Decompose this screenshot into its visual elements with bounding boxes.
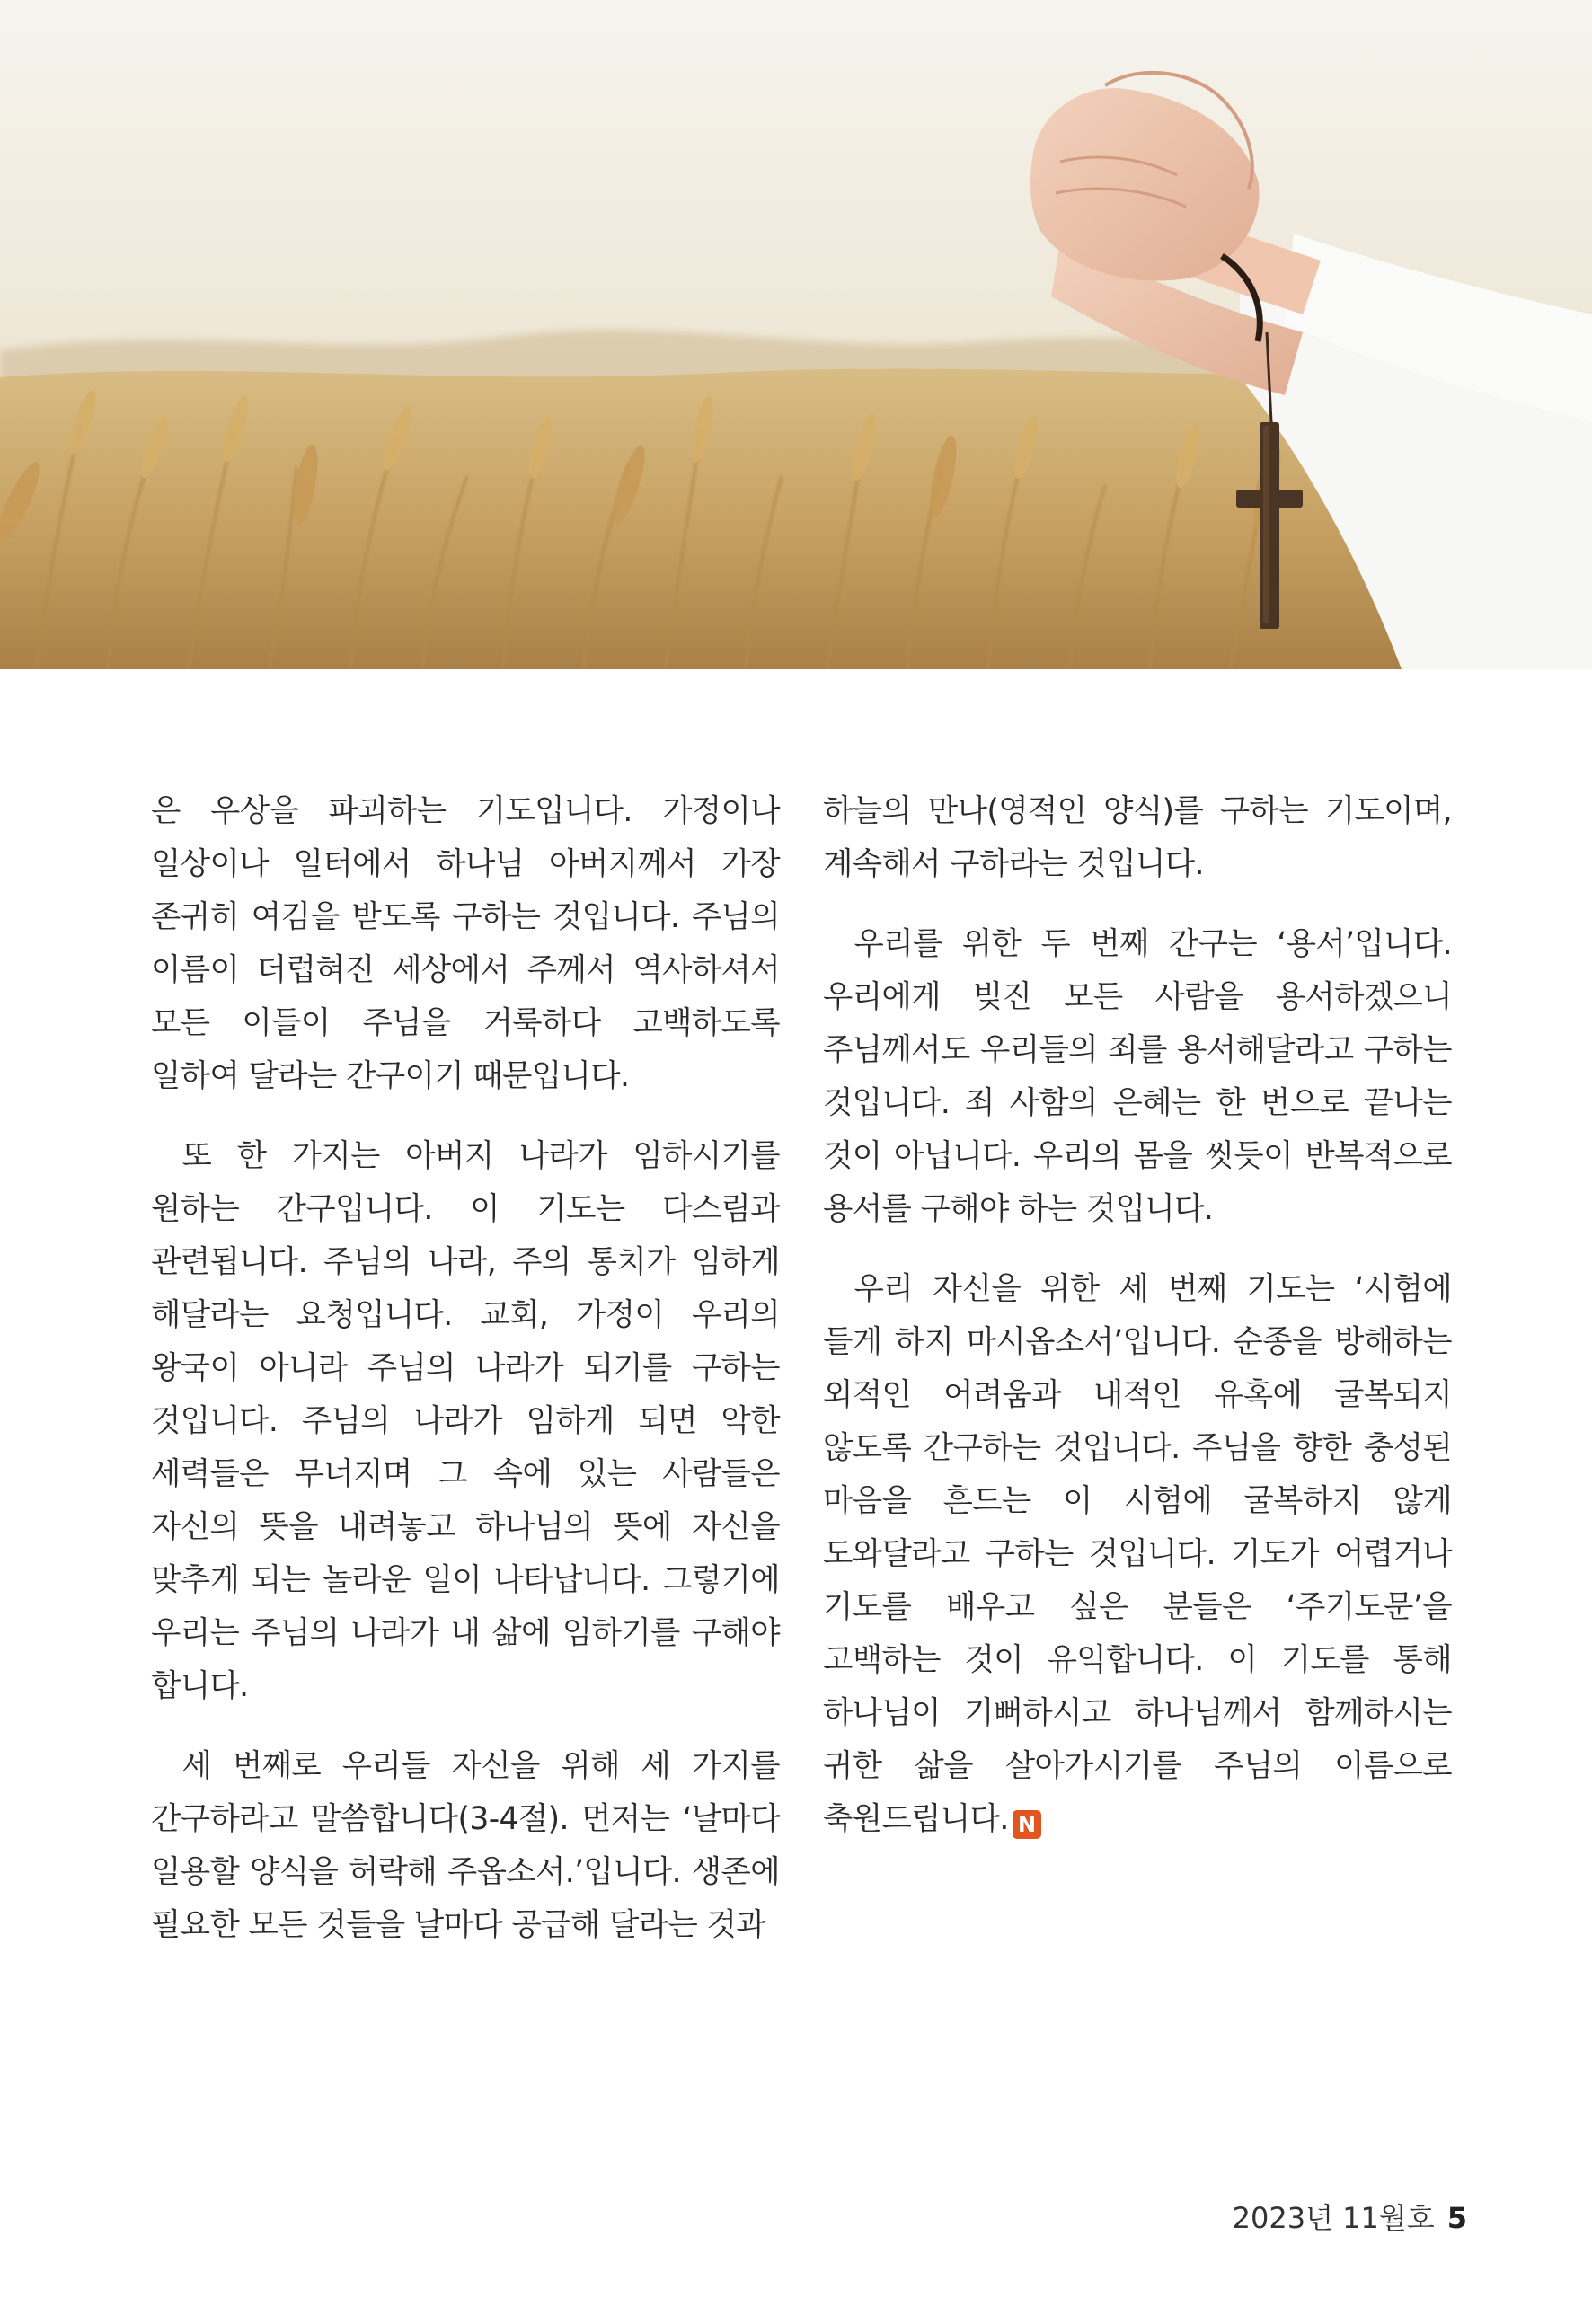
article-paragraph: 하늘의 만나(영적인 양식)를 구하는 기도이며, 계속해서 구하라는 것입니다. bbox=[823, 793, 1452, 882]
article-paragraph: 또 한 가지는 아버지 나라가 임하시기를 원하는 간구입니다. 이 기도는 다스림과 관련됩니다. 주님의 나라, 주의 통치가 임하게 해달라는 요청입니다. 교회, 가정이 우리의 왕국이 아니라 주님의 나라가 되기를 구하는 것입니다. 주님의 나라가 임하게 되면 악한 세력들은 무너지며 그 속에 있는 사람들은 자신의 뜻을 내려놓고 하나님의 뜻에 자신을 맞추게 되는 놀라운 일이 나타납니다. 그렇기에 우리는 주님의 나라가 내 삶에 임하기를 구해야 합니다. bbox=[151, 1138, 780, 1704]
article-left-column bbox=[151, 785, 780, 1979]
end-mark-icon: N bbox=[1013, 1810, 1041, 1839]
issue-label: 2023년 11월호 bbox=[1232, 2201, 1435, 2235]
article-paragraph-text: 우리 자신을 위한 세 번째 기도는 ‘시험에 들게 하지 마시옵소서’입니다. 순종을 방해하는 외적인 어려움과 내적인 유혹에 굴복되지 않도록 간구하는 것입니다. 주님을 향한 충성된 마음을 흔드는 이 시험에 굴복하지 않게 도와달라고 구하는 것입니다. 기도가 어렵거나 기도를 배우고 싶은 분들은 ‘주기도문’을 고백하는 것이 유익합니다. 이 기도를 통해 하나님이 기뻐하시고 하나님께서 함께하시는 귀한 삶을 살아가시기를 주님의 이름으로 축원드립니다. bbox=[823, 1271, 1452, 1837]
page-footer bbox=[1233, 2196, 1467, 2237]
article-right-column bbox=[823, 785, 1452, 1873]
article-last-paragraph bbox=[823, 1263, 1452, 1846]
page-number: 5 bbox=[1446, 2201, 1467, 2235]
article-paragraph: 우리를 위한 두 번째 간구는 ‘용서’입니다. 우리에게 빚진 모든 사람을 용서하겠으니 주님께서도 우리들의 죄를 용서해달라고 구하는 것입니다. 죄 사함의 은혜는 한 번으로 끝나는 것이 아닙니다. 우리의 몸을 씻듯이 반복적으로 용서를 구해야 하는 것입니다. bbox=[823, 926, 1452, 1227]
article-paragraph: 세 번째로 우리들 자신을 위해 세 가지를 간구하라고 말씀합니다(3-4절). 먼저는 ‘날마다 일용할 양식을 허락해 주옵소서.’입니다. 생존에 필요한 모든 것들을 날마다 공급해 달라는 것과 bbox=[151, 1748, 780, 1943]
article-paragraph: 은 우상을 파괴하는 기도입니다. 가정이나 일상이나 일터에서 하나님 아버지께서 가장 존귀히 여김을 받도록 구하는 것입니다. 주님의 이름이 더럽혀진 세상에서 주께서 역사하셔서 모든 이들이 주님을 거룩하다 고백하도록 일하여 달라는 간구이기 때문입니다. bbox=[151, 793, 780, 1094]
wheat-field-image bbox=[0, 0, 1592, 669]
hero-image bbox=[0, 0, 1592, 669]
